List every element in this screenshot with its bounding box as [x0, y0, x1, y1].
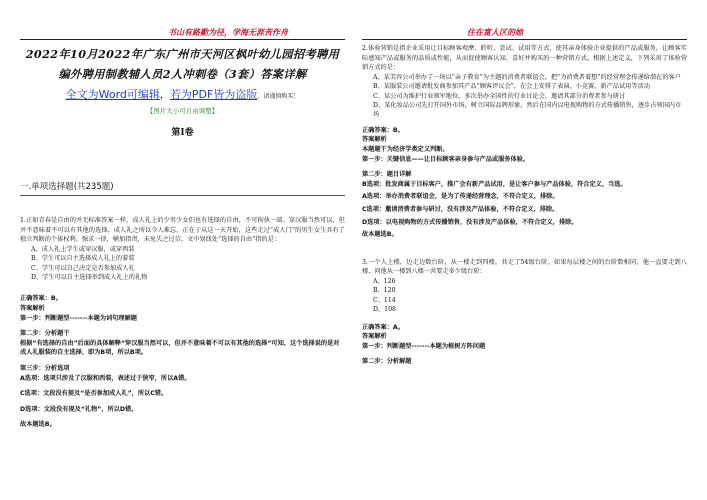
image-resize-tag: 【图片大小可自由调整】 — [146, 107, 219, 115]
purchase-warning: ，请谨慎购买！ — [257, 93, 300, 100]
question-1-step1: 第一步：判断题型-------本题为词句理解题 — [20, 314, 137, 322]
header-slogan-left: 书山有路勤为径，学海无涯苦作舟 — [168, 27, 288, 37]
question-2-option-a[interactable]: A、某美容公司举办了一场以“亲子教育”为主题的消费者联谊会，把“为消费者着想”的经营理念传递给潜在的客户 — [373, 73, 681, 81]
question-2-analysis-b: B选项：批发商属于目标客户，推广会有新产品试用，是让客户参与产品体验，符合定义，当选。 — [362, 180, 627, 188]
question-3-option-d[interactable]: D、108 — [373, 306, 396, 314]
question-2-option-b[interactable]: B、某服装公司邀请批发商参加其产品“顾客评议会”，在会上安排了表演、小竞赛、新产品试用等活动 — [373, 83, 650, 91]
question-1-step2: 根据“有选择的自由”后面的具体解释“穿汉服当然可以，但并不意味着不可以有其他的选择”可知，这个选择说的是对成人礼服装的自主选择，即为B项，所以B项。 — [20, 339, 340, 357]
section-heading: 一.单项选择题(共235题) — [20, 182, 114, 192]
question-2-stem: 2.体验营销是指企业采用让目标顾客观摩、聆听、尝试、试用等方式，使其亲身体验企业提供的产品或服务，让顾客实际感知产品或服务的品质或性能，从而促使顾客认知、喜好并购买的一种营销方式。根据上述定义，下列采用了体验营销方式的是： — [362, 45, 687, 72]
right-column — [362, 44, 687, 367]
question-2-answer: 正确答案：B。 — [362, 126, 404, 134]
question-1-option-c[interactable]: C、学生可以自己决定是否参加成人礼 — [31, 264, 135, 272]
word-editable-link[interactable]: 全文为Word可编辑 — [65, 88, 160, 101]
question-1-answer: 正确答案：B。 — [20, 295, 62, 303]
question-1-option-b[interactable]: B、学生可以自主选择成人礼上的着装 — [31, 255, 135, 263]
question-2 — [362, 44, 687, 240]
volume-heading: 第I卷 — [171, 128, 194, 138]
question-2-analysis-label: 答案解析 — [362, 136, 387, 144]
question-1-step3-label: 第三步：分析选项 — [20, 364, 70, 372]
question-1-stem: 1.正如青春是自由的并无标准答案一样，成人礼上的少男少女们也有选择的自由，不可拘执一端。穿汉服当然可以，但并不意味着不可以有其他的选择，成人礼之所以令人难忘，正在于从这一天开始，这些走过“成人门”的男生女生具有了独立判断的个体权利。强求一律，横加指责，未免失之过苛。文中划线处“选择的自由”指的是： — [20, 217, 345, 244]
question-2-step2-label: 第二步：题目详解 — [362, 171, 412, 179]
question-3 — [362, 258, 687, 367]
header-slogan-right: 住在富人区的她 — [467, 27, 523, 37]
question-3-option-b[interactable]: B、120 — [373, 287, 396, 295]
question-3-option-c[interactable]: C、114 — [373, 296, 396, 304]
question-2-summary: 本题题干为经济学类定义判断。 — [362, 146, 449, 153]
pdf-piracy-link[interactable]: 若为PDF皆为盗版 — [169, 88, 258, 101]
question-3-step1: 第一步：判断题型-------本题为植树方阵问题 — [362, 342, 486, 350]
question-2-final: 故本题选B。 — [362, 231, 398, 239]
document-title: 2022年10月2022年广东广州市天河区枫叶幼儿园招考聘用编外聘用制教辅人员2人冲刺卷（3套）答案详解 — [25, 47, 340, 81]
question-1-option-d[interactable]: D、学生可以自主选择举到成人礼上的礼物 — [31, 274, 148, 281]
question-1-step2-label: 第二步：分析题干 — [20, 330, 70, 338]
question-1-option-a[interactable]: A、成人礼上学生或穿汉服，或穿西装 — [31, 245, 135, 253]
question-2-analysis-c: C选项：邀请消费者参与研讨，没有涉及产品体验，不符合定义，排除。 — [362, 205, 559, 213]
question-1 — [20, 216, 345, 430]
question-2-step1: 第一步：关键信息——让目标顾客亲身参与产品或服务体验。 — [362, 155, 530, 163]
link-separator: ， — [159, 90, 170, 101]
question-3-stem: 3.一个人上楼，边走边数台阶，从一楼走到四楼，共走了54级台阶。如果每层楼之间的台阶数相同，他一直要走到八楼，问他从一楼到八楼一共要走多少级台阶： — [362, 258, 687, 276]
question-3-answer: 正确答案：A。 — [362, 323, 404, 331]
header-divider-right — [362, 39, 687, 40]
question-1-final: 故本题选B。 — [20, 421, 56, 429]
question-2-option-c[interactable]: C、某公司为维护行业领军地位，多次举办全国性的行业讨论会，邀请其部分消费者参与研讨 — [373, 92, 626, 100]
left-column — [20, 44, 345, 430]
question-1-analysis-label: 答案解析 — [20, 305, 45, 312]
question-1-analysis-d: D选项：文段没有提及“礼物”，所以D错。 — [20, 405, 138, 413]
header-divider-left — [20, 39, 345, 40]
question-1-analysis-a: A选项：选项只涉及了汉服和西装，表述过于狭窄，所以A错。 — [20, 374, 191, 382]
question-3-analysis-label: 答案解析 — [362, 333, 387, 341]
question-3-step2-label: 第二步：分析解题 — [362, 358, 412, 366]
question-2-analysis-a: A选项：举办消费者联谊会，是为了传递经营理念，不符合定义，排除。 — [362, 193, 559, 201]
editable-notice — [20, 86, 345, 104]
question-2-analysis-d: D选项：以电视购物的方式传播销售，没有涉及产品体验，不符合定义，排除。 — [362, 218, 578, 226]
question-3-option-a[interactable]: A、126 — [373, 277, 396, 285]
question-2-option-d[interactable]: D、某化妆品公司先打开国外市场，树立国际品牌形象，然后在国内以电视购物的方式传播销售，逐步占领国内市场 — [373, 102, 682, 119]
question-1-analysis-c: C选项：文段没有提及“是否参加成人礼”，所以C错。 — [20, 390, 168, 398]
